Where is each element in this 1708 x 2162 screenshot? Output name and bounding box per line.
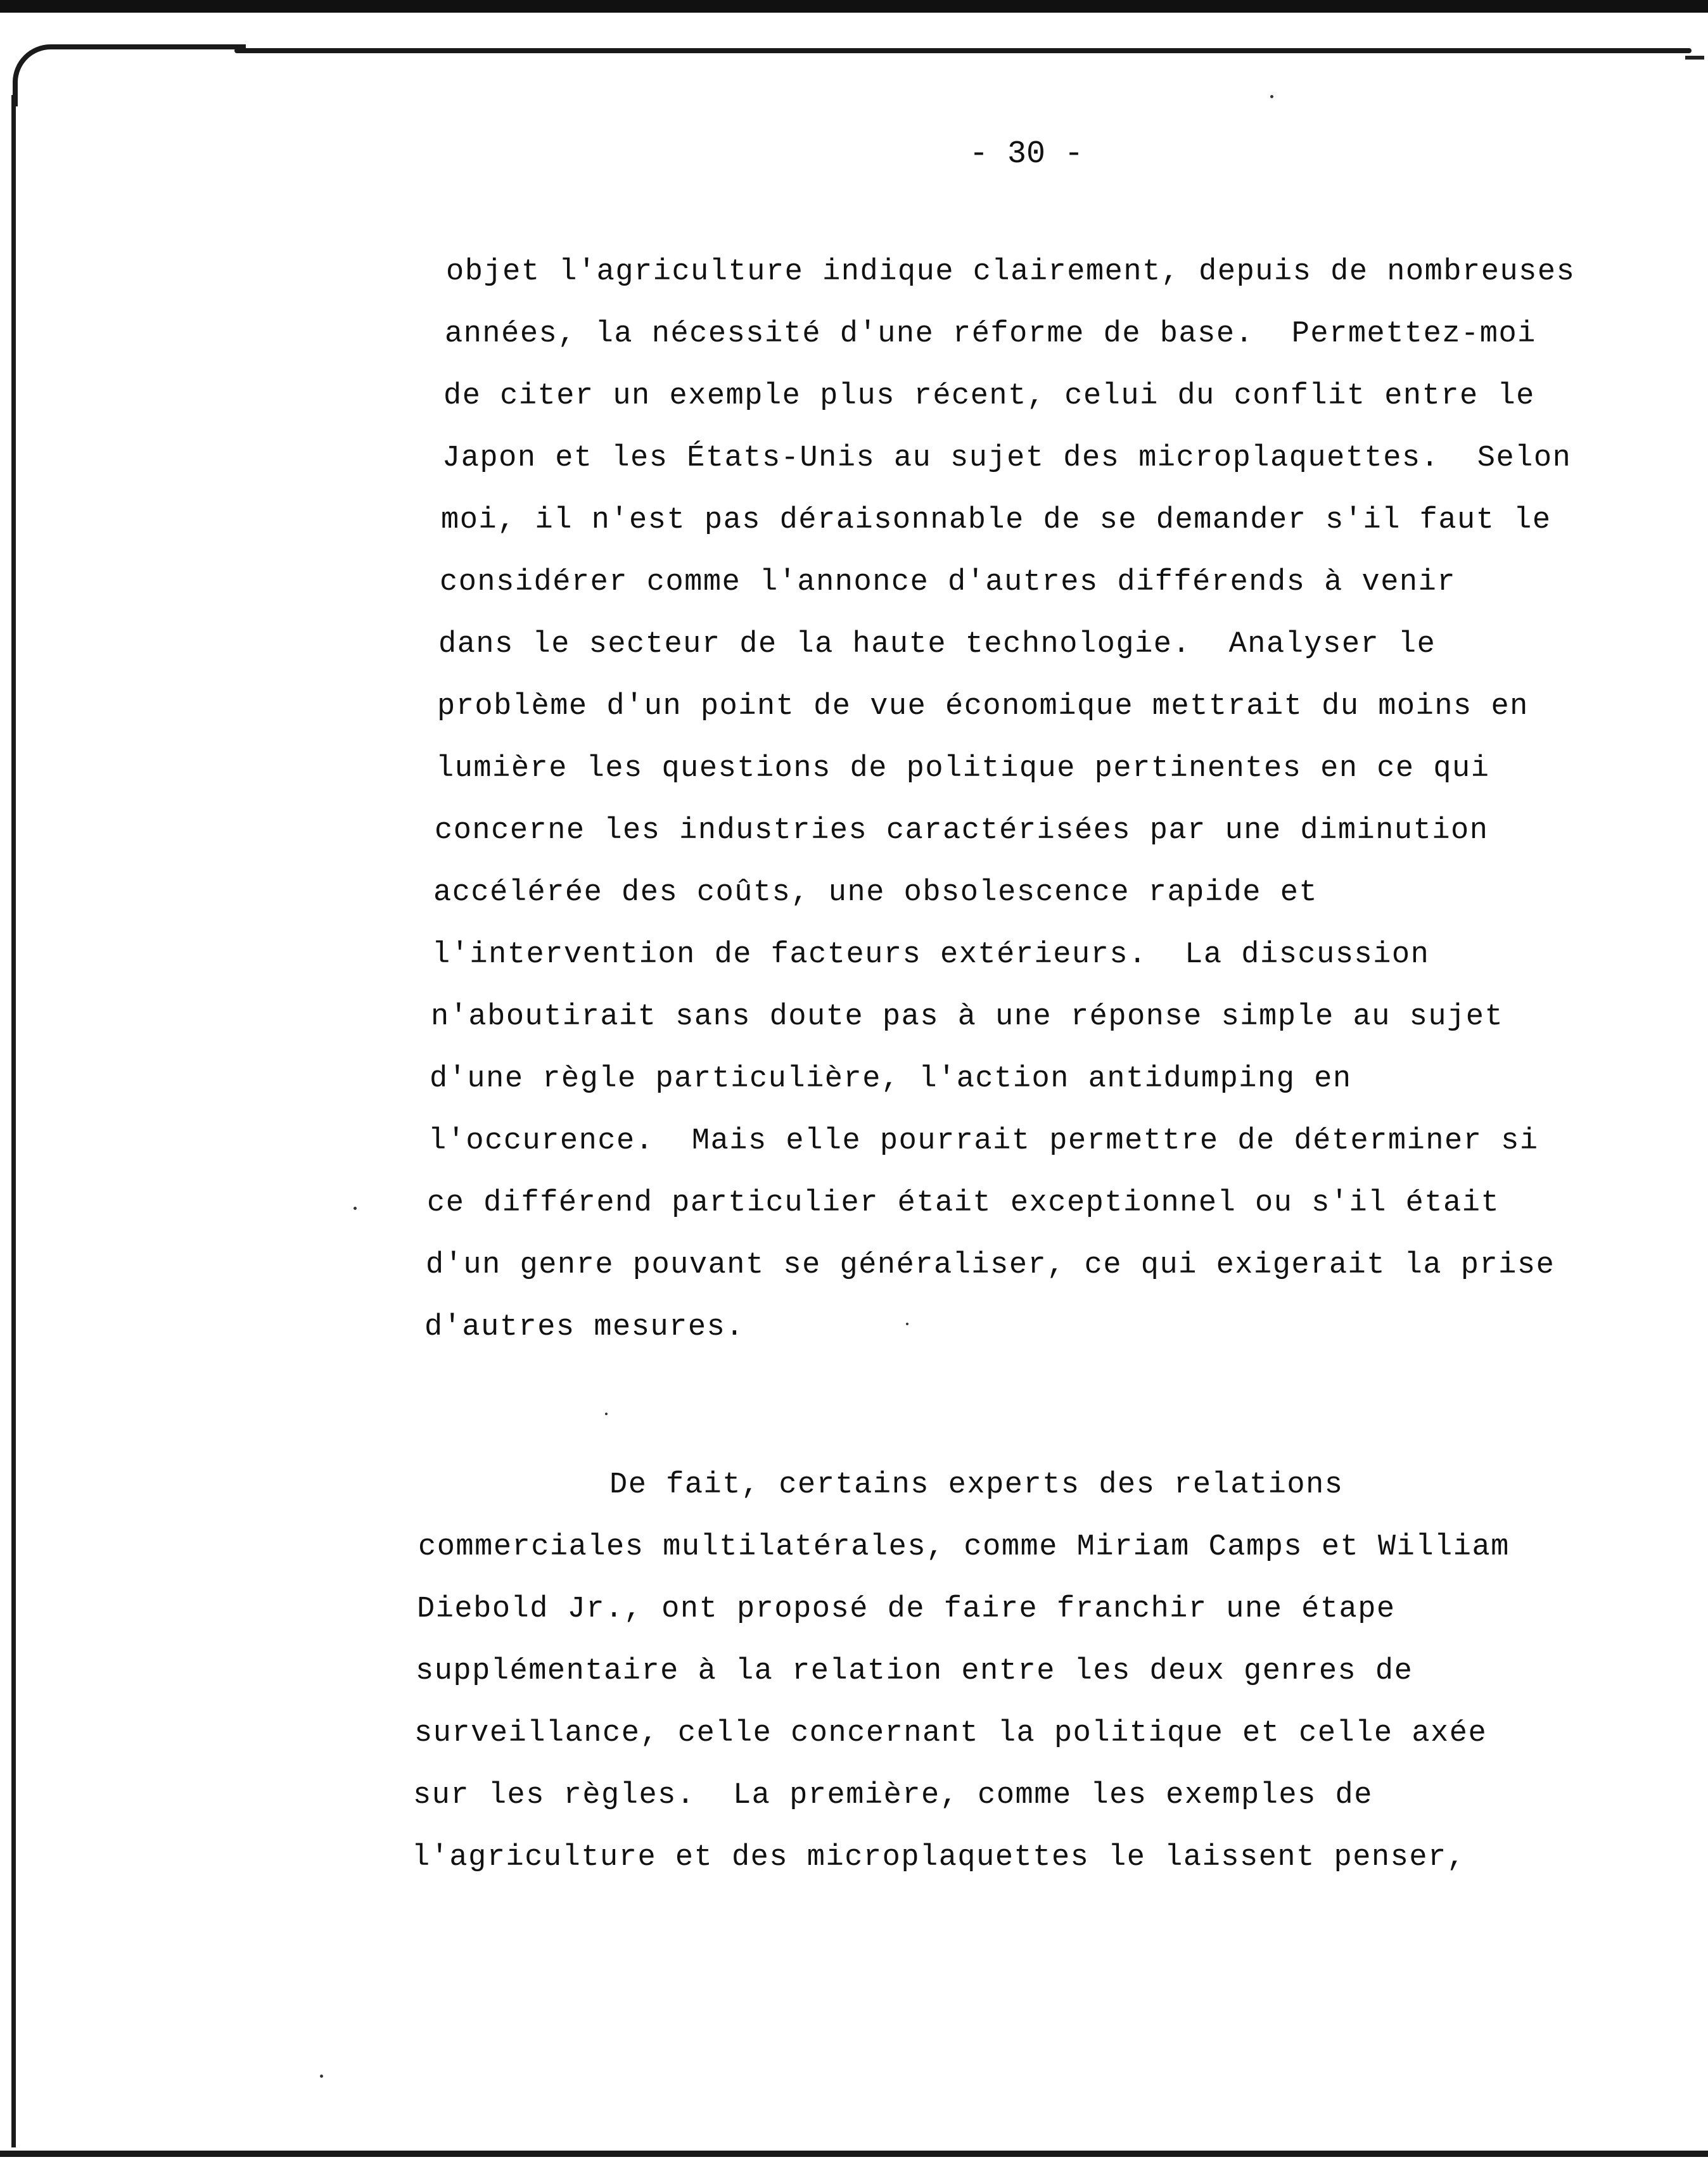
text-line: De fait, certains experts des relations xyxy=(609,1468,1344,1502)
scan-speck xyxy=(320,2075,323,2078)
text-line: supplémentaire à la relation entre les deux genres de xyxy=(416,1655,1413,1688)
scan-speck xyxy=(1270,95,1273,98)
scan-speck xyxy=(605,1413,608,1415)
scan-edge-bottom xyxy=(0,2151,1708,2157)
text-line: années, la nécessité d'une réforme de base. Permettez-moi xyxy=(445,317,1536,351)
page-number: - 30 - xyxy=(969,136,1084,172)
text-line: d'une règle particulière, l'action antidumping en xyxy=(430,1062,1352,1096)
text-line: objet l'agriculture indique clairement, depuis de nombreuses xyxy=(446,255,1576,289)
text-line: considérer comme l'annonce d'autres différends à venir xyxy=(440,566,1456,599)
text-line: dans le secteur de la haute technologie. Analyser le xyxy=(438,628,1436,661)
scan-edge-right-mark xyxy=(1685,56,1704,60)
scan-edge-top-line xyxy=(234,48,1692,53)
text-line: moi, il n'est pas déraisonnable de se demander s'il faut le xyxy=(441,504,1552,537)
scan-edge-corner xyxy=(13,44,246,106)
text-line: d'un genre pouvant se généraliser, ce qui exigerait la prise xyxy=(426,1249,1555,1282)
text-line: l'agriculture et des microplaquettes le laissent penser, xyxy=(412,1841,1466,1874)
text-line: commerciales multilatérales, comme Miriam Camps et William xyxy=(418,1530,1510,1564)
text-line: surveillance, celle concernant la politique et celle axée xyxy=(414,1717,1488,1750)
scan-speck xyxy=(906,1323,908,1325)
text-line: l'occurence. Mais elle pourrait permettre de déterminer si xyxy=(428,1124,1539,1158)
text-line: d'autres mesures. xyxy=(424,1311,744,1344)
scan-edge-top xyxy=(0,0,1708,13)
text-line: concerne les industries caractérisées par une diminution xyxy=(435,814,1489,848)
text-line: de citer un exemple plus récent, celui du conflit entre le xyxy=(443,379,1535,413)
text-line: n'aboutirait sans doute pas à une réponse simple au sujet xyxy=(431,1000,1504,1034)
text-line: accélérée des coûts, une obsolescence rapide et xyxy=(433,876,1318,910)
text-line: l'intervention de facteurs extérieurs. La discussion xyxy=(432,938,1430,972)
text-line: sur les règles. La première, comme les exemples de xyxy=(413,1779,1373,1812)
text-line: lumière les questions de politique pertinentes en ce qui xyxy=(436,752,1490,785)
text-line: problème d'un point de vue économique mettrait du moins en xyxy=(437,690,1529,723)
text-line: Diebold Jr., ont proposé de faire franchir une étape xyxy=(417,1593,1396,1626)
text-line: ce différend particulier était exceptionnel ou s'il était xyxy=(427,1186,1500,1220)
text-line: Japon et les États-Unis au sujet des microplaquettes. Selon xyxy=(442,442,1572,475)
scan-edge-left xyxy=(11,95,16,2147)
scan-speck xyxy=(354,1207,357,1210)
